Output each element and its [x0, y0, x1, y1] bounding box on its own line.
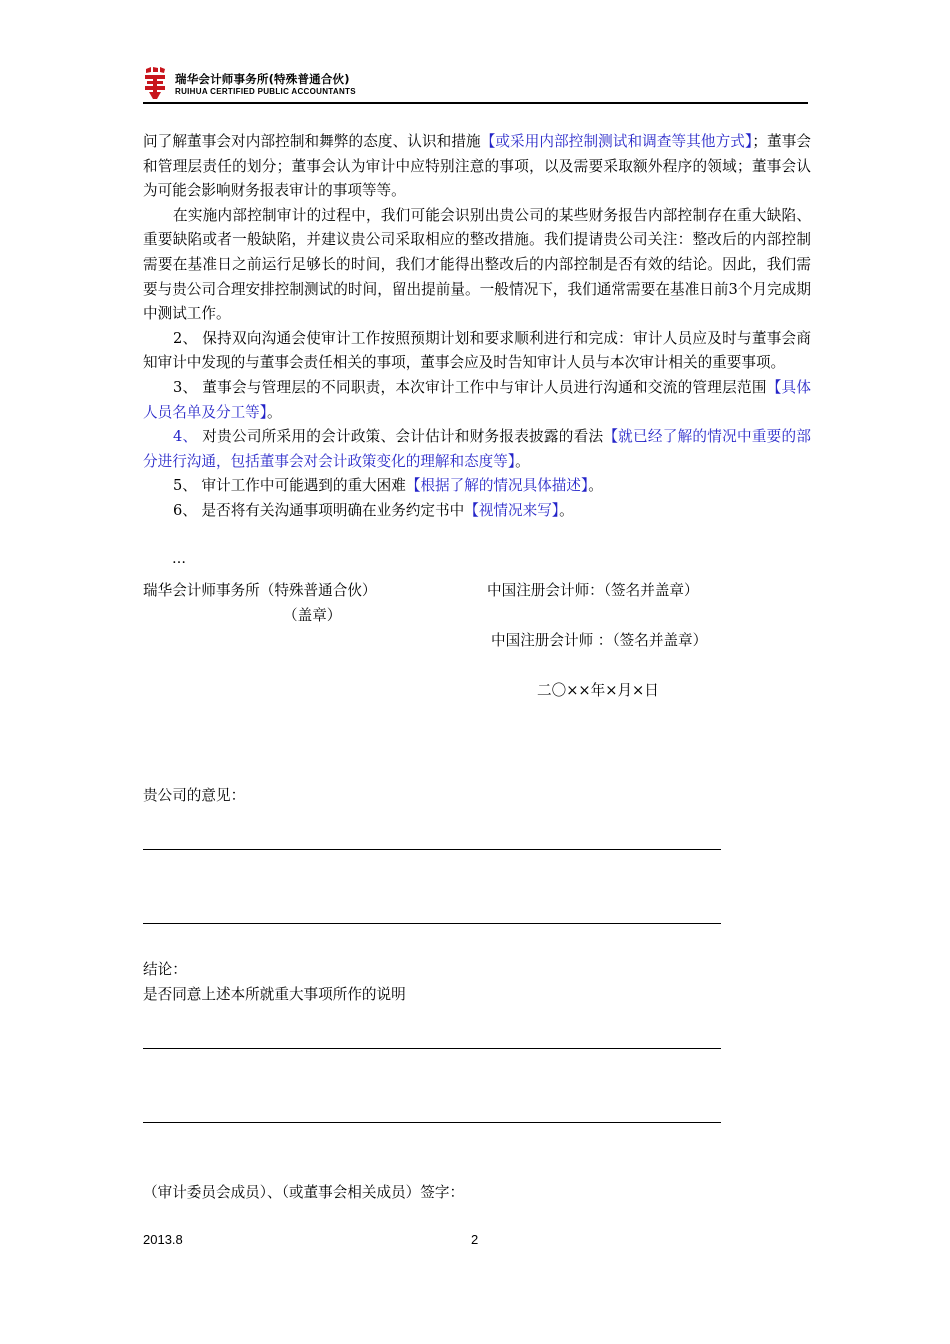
page-header — [143, 64, 808, 104]
header-divider — [143, 102, 808, 104]
placeholder-note: 【就已经了解的情况中重要的部分进行沟通，包括董事会对会计政策变化的理解和态度等】 — [143, 428, 811, 470]
ellipsis: … — [172, 551, 185, 567]
placeholder-note: 【根据了解的情况具体描述】 — [405, 477, 589, 495]
conclusion-line-2[interactable] — [143, 1122, 721, 1123]
signature-date: 二〇××年×月×日 — [537, 682, 659, 699]
opinion-line-2[interactable] — [143, 923, 721, 924]
page-number: 2 — [471, 1232, 479, 1247]
placeholder-note: 【视情况来写】 — [464, 501, 560, 519]
conclusion-line-1[interactable] — [143, 1048, 721, 1049]
item-5: 5、 审计工作中可能遇到的重大困难【根据了解的情况具体描述】。 — [173, 477, 603, 495]
firm-name-cn: 瑞华会计师事务所(特殊普通合伙) — [175, 72, 350, 86]
opinion-line-1[interactable] — [143, 849, 721, 850]
signature-cpa-1: 中国注册会计师：（签名并盖章） — [487, 582, 699, 599]
conclusion-question: 是否同意上述本所就重大事项所作的说明 — [143, 986, 406, 1003]
paragraph-1: 问了解董事会对内部控制和舞弊的态度、认识和措施【或采用内部控制测试和调查等其他方式】；董事会和管理层责任的划分；董事会认为审计中应特别注意的事项，以及需要采取额外程序的领域；董事会认为可能会影响财务报表审计的事项等等。 — [143, 133, 811, 200]
footer-date: 2013.8 — [143, 1232, 183, 1247]
placeholder-note: 【或采用内部控制测试和调查等其他方式】 — [480, 133, 753, 150]
firm-name-en: RUIHUA CERTIFIED PUBLIC ACCOUNTANTS — [175, 87, 356, 96]
letter-body — [143, 130, 811, 524]
item-6: 6、 是否将有关沟通事项明确在业务约定书中【视情况来写】。 — [173, 501, 574, 519]
placeholder-note: 【具体人员名单及分工等】 — [143, 378, 811, 421]
item-4: 4、 对贵公司所采用的会计政策、会计估计和财务报表披露的看法【就已经了解的情况中重要的部分进行沟通，包括董事会对会计政策变化的理解和态度等】。 — [143, 428, 811, 470]
signature-cpa-2: 中国注册会计师 ：（签名并盖章） — [491, 632, 708, 649]
paragraph-2: 在实施内部控制审计的过程中，我们可能会识别出贵公司的某些财务报告内部控制存在重大缺陷、重要缺陷或者一般缺陷，并建议贵公司采取相应的整改措施。我们提请贵公司关注：整改后的内部控制需要在基准日之前运行足够长的时间，我们才能得出整改后的内部控制是否有效的结论。因此，我们需要与贵公司合理安排控制测试的时间，留出提前量。一般情况下，我们通常需要在基准日前3个月完成期中测试工作。 — [143, 206, 811, 323]
signature-firm: 瑞华会计师事务所（特殊普通合伙） — [143, 582, 377, 599]
ruihua-logo-icon — [143, 66, 167, 100]
signature-field-label: （审计委员会成员）、（或董事会相关成员）签字： — [143, 1184, 465, 1201]
item-3: 3、 董事会与管理层的不同职责，本次审计工作中与审计人员进行沟通和交流的管理层范围【具体人员名单及分工等】。 — [143, 378, 811, 421]
item-2: 2、 保持双向沟通会使审计工作按照预期计划和要求顺利进行和完成：审计人员应及时与董事会商知审计中发现的与董事会责任相关的事项，董事会应及时告知审计人员与本次审计相关的重要事项。 — [143, 329, 811, 372]
opinion-label: 贵公司的意见： — [143, 787, 246, 804]
signature-stamp: （盖章） — [283, 607, 342, 624]
conclusion-label: 结论： — [143, 961, 187, 978]
